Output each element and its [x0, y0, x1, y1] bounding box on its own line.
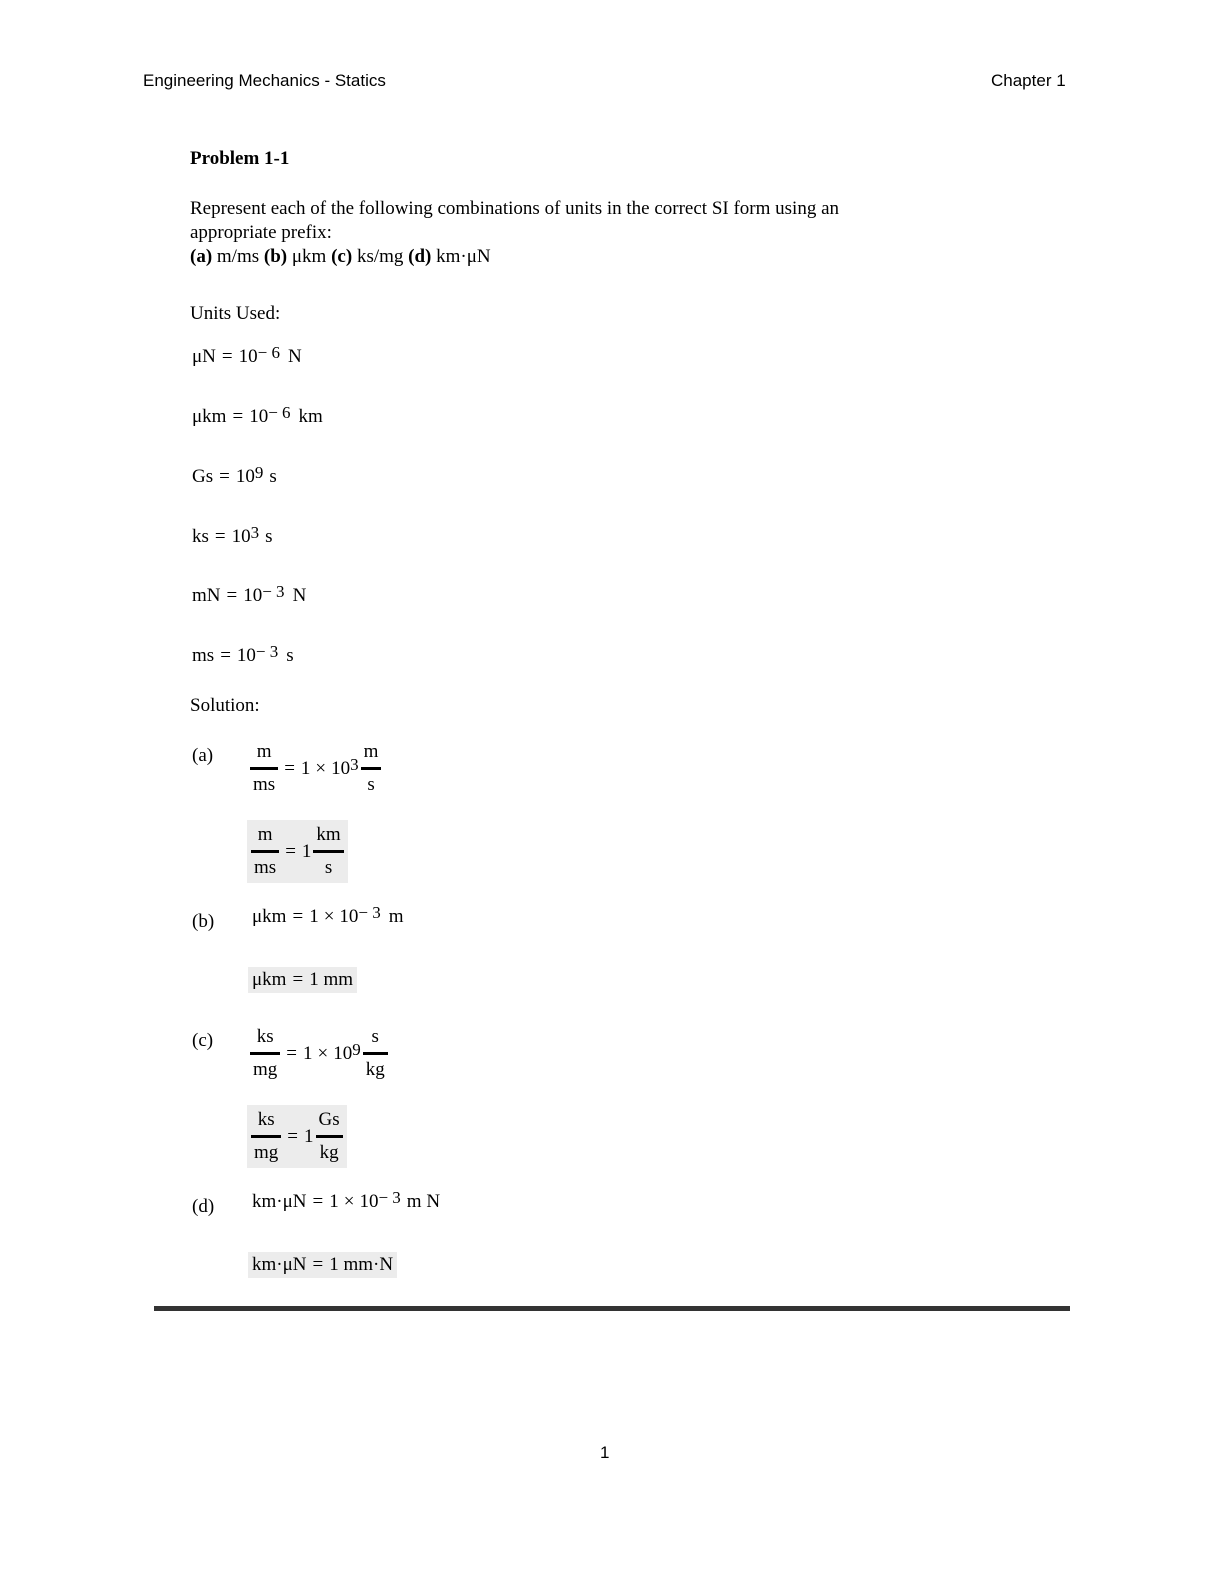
unit-symbol: s	[265, 526, 273, 547]
solution-d-result	[248, 1252, 397, 1278]
unit-symbol: s	[269, 466, 277, 487]
part-a-label: (a)	[190, 246, 213, 267]
solution-b-equation: μkm = 1 × 10 $^{- 3}$ m	[252, 903, 404, 927]
unit-symbol: s	[286, 645, 294, 666]
page-number: 1	[600, 1443, 610, 1462]
fraction	[251, 822, 279, 881]
part-d-text: km·μN	[436, 246, 491, 267]
fraction	[361, 739, 382, 798]
unit-lhs: mN	[192, 585, 221, 606]
unit-lhs: ms	[192, 645, 215, 666]
problem-statement-line1: Represent each of the following combinations of units in the correct SI form using an	[190, 198, 840, 219]
expression-rhs: 1 mm·N	[329, 1254, 394, 1275]
unit-definition-ms: ms = 10 $^{- 3}$ s	[192, 642, 294, 666]
solution-c-equation: $\frac{ks}{mg}$ = 1 × 10 $^9$ $\frac{s}{kg}$	[250, 1024, 388, 1083]
expression-lhs: km·μN	[252, 1254, 307, 1275]
solution-a-label: (a)	[192, 745, 214, 766]
numerator: ks	[250, 1024, 280, 1055]
part-a-text: m/ms	[216, 246, 260, 267]
section-divider	[154, 1306, 1070, 1311]
times-sign: ×	[315, 757, 327, 779]
coefficient: 1	[329, 1191, 339, 1212]
unit-base: 10	[235, 466, 255, 487]
numerator: m	[251, 822, 279, 853]
coefficient: 1	[300, 757, 311, 779]
equals-sign: =	[286, 1042, 297, 1064]
times-sign: ×	[323, 906, 335, 927]
numerator: Gs	[316, 1107, 343, 1138]
solution-a-result	[247, 820, 348, 883]
numerator: ks	[251, 1107, 281, 1138]
equals-sign: =	[292, 906, 304, 927]
solution-c-label: (c)	[192, 1030, 214, 1051]
unit-symbol: m	[388, 906, 404, 927]
denominator: ms	[253, 774, 276, 795]
unit-symbol: N	[287, 346, 302, 367]
unit-lhs: μkm	[192, 406, 227, 427]
numerator: km	[313, 822, 343, 853]
part-b-label: (b)	[263, 246, 288, 267]
unit-base: 10	[236, 645, 256, 666]
equals-sign: =	[214, 526, 226, 547]
equals-sign: =	[312, 1191, 324, 1212]
unit-symbol: m N	[406, 1191, 441, 1212]
denominator: mg	[254, 1142, 279, 1163]
equals-sign: =	[226, 585, 238, 606]
equals-sign: =	[292, 969, 304, 990]
equals-sign: =	[287, 1125, 298, 1147]
unit-base: 10	[243, 585, 263, 606]
coefficient: 1	[301, 840, 312, 862]
unit-lhs: Gs	[192, 466, 214, 487]
denominator: kg	[319, 1142, 339, 1163]
numerator: s	[363, 1024, 388, 1055]
equals-sign: =	[221, 346, 233, 367]
fraction	[251, 1107, 281, 1166]
equals-sign: =	[284, 757, 295, 779]
part-d-label: (d)	[408, 246, 432, 267]
denominator: mg	[253, 1059, 278, 1080]
equals-sign: =	[219, 466, 230, 487]
fraction	[313, 822, 343, 881]
equals-sign: =	[285, 840, 296, 862]
power-base: 10	[331, 757, 351, 779]
denominator: ms	[254, 857, 277, 878]
header-chapter: Chapter 1	[991, 71, 1066, 90]
fraction	[250, 739, 278, 798]
coefficient: 1	[309, 906, 319, 927]
unit-base: 10	[249, 406, 269, 427]
unit-lhs: μN	[192, 346, 216, 367]
fraction	[250, 1024, 280, 1083]
numerator: m	[250, 739, 278, 770]
solution-b-result	[248, 967, 357, 993]
expression-lhs: km·μN	[252, 1191, 307, 1212]
solution-b-label: (b)	[192, 911, 215, 932]
unit-lhs: ks	[192, 526, 209, 547]
times-sign: ×	[317, 1042, 329, 1064]
problem-parts	[190, 246, 491, 268]
part-c-label: (c)	[331, 246, 353, 267]
problem-title: Problem 1-1	[190, 148, 290, 169]
unit-symbol: N	[292, 585, 307, 606]
unit-definition-Gs: Gs = 10 $^9$ s	[192, 463, 277, 487]
solution-a-equation: $\frac{m}{ms}$ = 1 × 10 $^3$ $\frac{m}{s}$	[250, 739, 381, 798]
power-base: 10	[333, 1042, 353, 1064]
denominator: s	[324, 857, 333, 878]
numerator: m	[361, 739, 382, 770]
problem-statement-line2: appropriate prefix:	[190, 222, 332, 243]
power-base: 10	[339, 906, 359, 927]
unit-base: 10	[231, 526, 251, 547]
equals-sign: =	[232, 406, 244, 427]
solution-d-equation: km·μN = 1 × 10 $^{- 3}$ m N	[252, 1188, 441, 1212]
part-c-text: ks/mg	[356, 246, 404, 267]
part-b-text: μkm	[291, 246, 327, 267]
unit-base: 10	[238, 346, 258, 367]
solution-heading: Solution:	[190, 695, 260, 716]
solution-c-result	[247, 1105, 347, 1168]
fraction	[316, 1107, 343, 1166]
expression-rhs: 1 mm	[309, 969, 353, 990]
expression-lhs: μkm	[252, 906, 287, 927]
coefficient: 1	[304, 1125, 314, 1147]
denominator: s	[367, 774, 375, 795]
unit-definition-uN: μN = 10 $^{- 6}$ N	[192, 343, 302, 367]
times-sign: ×	[343, 1191, 355, 1212]
unit-symbol: km	[298, 406, 323, 427]
unit-definition-ukm: μkm = 10 $^{- 6}$ km	[192, 403, 323, 427]
coefficient: 1	[303, 1042, 313, 1064]
unit-definition-mN: mN = 10 $^{- 3}$ N	[192, 582, 307, 606]
equals-sign: =	[220, 645, 231, 666]
solution-d-label: (d)	[192, 1196, 215, 1217]
power-base: 10	[359, 1191, 379, 1212]
denominator: kg	[365, 1059, 385, 1080]
unit-definition-ks: ks = 10 $^3$ s	[192, 523, 273, 547]
fraction	[363, 1024, 388, 1083]
units-used-heading: Units Used:	[190, 303, 281, 324]
header-title: Engineering Mechanics - Statics	[143, 71, 386, 90]
equals-sign: =	[312, 1254, 324, 1275]
expression-lhs: μkm	[252, 969, 287, 990]
